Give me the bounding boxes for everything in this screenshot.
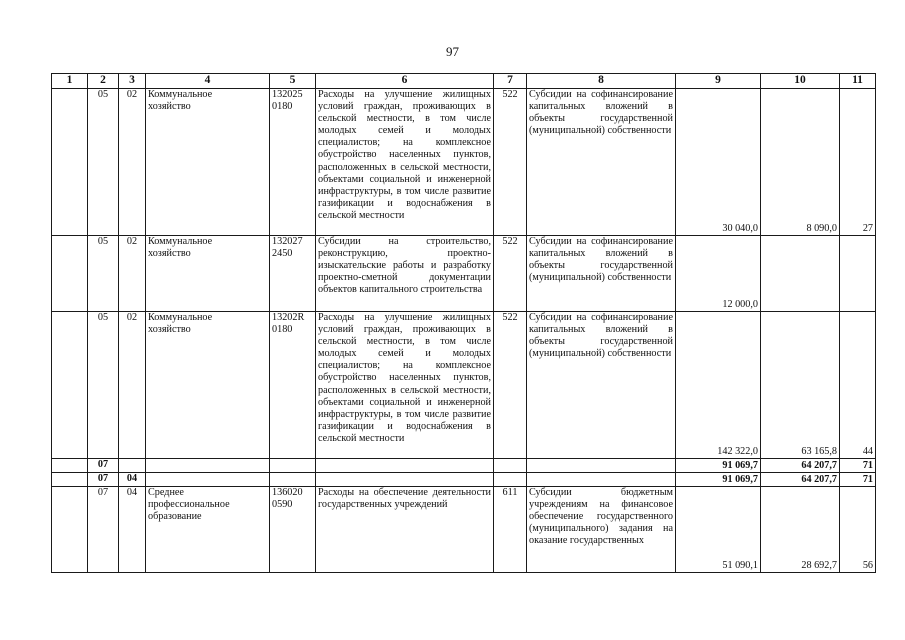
cell-amount-plan: 91 069,7 [676,473,761,487]
cell-section-name: Коммунальное хозяйство [146,312,270,459]
cell-expense-type: 522 [494,89,527,236]
cell-subsection [119,459,146,473]
cell-percent: 71 [840,459,876,473]
cell-amount-fact: 64 207,7 [761,473,840,487]
cell-section-name: Среднее профессиональное образование [146,487,270,573]
cell-expense-type-name: Субсидии бюджетным учреждениям на финансовое обеспечение государственного (муниципального) задания на оказание государственных [527,487,676,573]
cell-section: 07 [88,473,119,487]
cell-section: 05 [88,89,119,236]
subtotal-row [52,459,876,473]
cell-subsection: 02 [119,312,146,459]
cell-target-name: Субсидии на строительство, реконструкцию, проектно-изыскательские работы и разработку проектно-сметной документации объектов капитального строительства [316,236,494,312]
cell-section-name [146,459,270,473]
cell-col1 [52,459,88,473]
cell-subsection: 04 [119,473,146,487]
cell-subsection: 04 [119,487,146,573]
cell-target-name: Расходы на обеспечение деятельности государственных учреждений [316,487,494,573]
table-row [52,487,876,573]
table-row [52,89,876,236]
cell-col1 [52,89,88,236]
cell-expense-type-name: Субсидии на софинансирование капитальных вложений в объекты государственной (муниципальной) собственности [527,89,676,236]
header-row [52,74,876,89]
cell-expense-type [494,459,527,473]
header-cell: 4 [146,74,270,89]
cell-subsection: 02 [119,236,146,312]
header-cell: 9 [676,74,761,89]
cell-target-code: 132027 2450 [270,236,316,312]
cell-section: 07 [88,487,119,573]
header-cell: 6 [316,74,494,89]
cell-section: 07 [88,459,119,473]
header-cell: 11 [840,74,876,89]
header-cell: 3 [119,74,146,89]
cell-expense-type: 522 [494,236,527,312]
cell-amount-fact [761,236,840,312]
cell-col1 [52,236,88,312]
cell-col1 [52,487,88,573]
cell-expense-type-name [527,459,676,473]
cell-col1 [52,473,88,487]
cell-percent [840,236,876,312]
cell-expense-type-name [527,473,676,487]
budget-table [51,73,876,573]
subtotal-row [52,473,876,487]
cell-amount-fact: 28 692,7 [761,487,840,573]
cell-target-name: Расходы на улучшение жилищных условий граждан, проживающих в сельской местности, в том числе молодых семей и молодых специалистов; на комплексное обустройство населенных пунктов, расположенных в сельской местности, объектами социальной и инженерной инфраструктуры, в том числе развитие газификации и водоснабжения в сельской местности [316,89,494,236]
cell-expense-type-name: Субсидии на софинансирование капитальных вложений в объекты государственной (муниципальной) собственности [527,312,676,459]
header-cell: 1 [52,74,88,89]
cell-amount-fact: 64 207,7 [761,459,840,473]
cell-target-code [270,459,316,473]
cell-section: 05 [88,312,119,459]
cell-percent: 56 [840,487,876,573]
cell-section-name [146,473,270,487]
cell-amount-plan: 30 040,0 [676,89,761,236]
cell-amount-plan: 142 322,0 [676,312,761,459]
page-number: 97 [446,44,459,59]
cell-target-code: 132025 0180 [270,89,316,236]
cell-percent: 71 [840,473,876,487]
cell-amount-plan: 51 090,1 [676,487,761,573]
table-row [52,236,876,312]
cell-expense-type [494,473,527,487]
header-cell: 7 [494,74,527,89]
header-cell: 10 [761,74,840,89]
header-cell: 8 [527,74,676,89]
header-cell: 5 [270,74,316,89]
cell-percent: 27 [840,89,876,236]
cell-target-code: 13202R 0180 [270,312,316,459]
cell-expense-type-name: Субсидии на софинансирование капитальных вложений в объекты государственной (муниципальной) собственности [527,236,676,312]
cell-target-name: Расходы на улучшение жилищных условий граждан, проживающих в сельской местности, в том числе молодых семей и молодых специалистов; на комплексное обустройство населенных пунктов, расположенных в сельской местности, объектами социальной и инженерной инфраструктуры, в том числе развитие газификации и водоснабжения в сельской местности [316,312,494,459]
cell-target-name [316,459,494,473]
cell-section: 05 [88,236,119,312]
cell-target-name [316,473,494,487]
header-cell: 2 [88,74,119,89]
cell-expense-type: 522 [494,312,527,459]
cell-expense-type: 611 [494,487,527,573]
cell-target-code: 136020 0590 [270,487,316,573]
cell-section-name: Коммунальное хозяйство [146,89,270,236]
cell-subsection: 02 [119,89,146,236]
cell-amount-fact: 63 165,8 [761,312,840,459]
cell-col1 [52,312,88,459]
cell-section-name: Коммунальное хозяйство [146,236,270,312]
cell-amount-plan: 12 000,0 [676,236,761,312]
cell-target-code [270,473,316,487]
cell-amount-fact: 8 090,0 [761,89,840,236]
table-row [52,312,876,459]
cell-amount-plan: 91 069,7 [676,459,761,473]
cell-percent: 44 [840,312,876,459]
